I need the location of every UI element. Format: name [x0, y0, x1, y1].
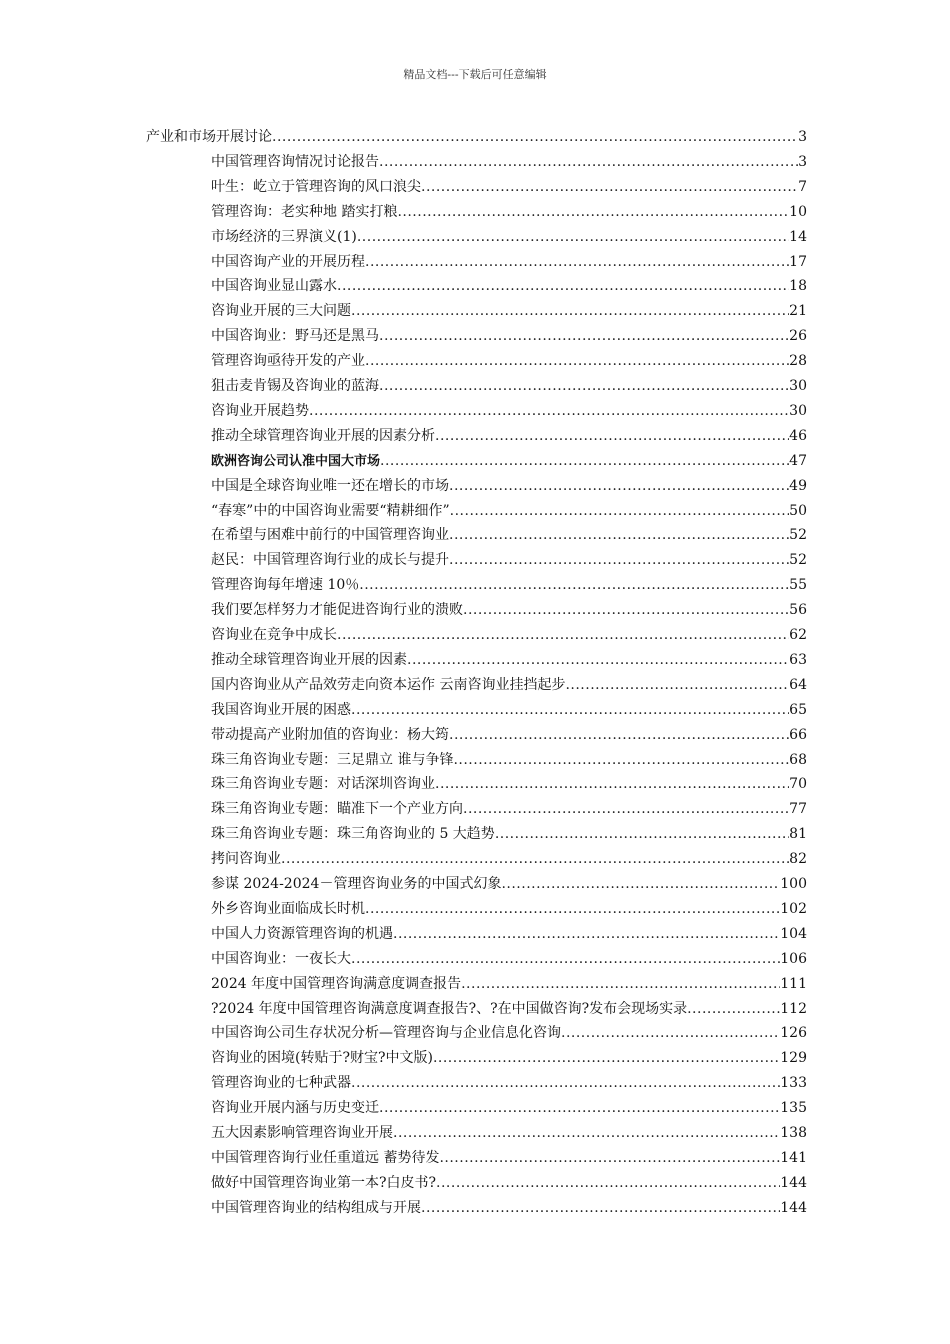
toc-dot-leader — [501, 872, 780, 897]
toc-entry-title: 我国咨询业开展的困惑 — [211, 701, 351, 718]
toc-entry[interactable] — [211, 598, 807, 623]
toc-entry-title: 管理咨询业的七种武器 — [211, 1075, 351, 1092]
toc-entry[interactable] — [211, 548, 807, 573]
toc-dot-leader — [379, 324, 789, 349]
toc-dot-leader — [357, 225, 789, 250]
toc-dot-leader — [309, 399, 789, 424]
toc-entry-title: 在希望与困难中前行的中国管理咨询业 — [211, 527, 449, 544]
toc-entry-title: 参谋 2024-2024－管理咨询业务的中国式幻象 — [211, 876, 502, 892]
toc-dot-leader — [365, 897, 780, 922]
toc-entry[interactable] — [211, 424, 807, 449]
toc-entry-page: 14 — [789, 228, 807, 245]
toc-entry-title: 市场经济的三界演义(1) — [211, 228, 357, 245]
toc-entry-page: 47 — [789, 452, 807, 469]
toc-dot-leader — [435, 424, 789, 449]
toc-dot-leader — [351, 1071, 780, 1096]
toc-entry[interactable] — [211, 997, 807, 1022]
toc-dot-leader — [379, 374, 789, 399]
toc-entry-title: 珠三角咨询业专题：珠三角咨询业的 5 大趋势 — [211, 826, 495, 843]
toc-entry-title: 带动提高产业附加值的咨询业：杨大筠 — [211, 726, 449, 743]
toc-entry-title: 咨询业开展趋势 — [211, 402, 309, 419]
toc-entry-page: 126 — [780, 1025, 807, 1042]
toc-entry-page: 66 — [789, 726, 807, 743]
toc-entry-title: 五大因素影响管理咨询业开展 — [211, 1125, 393, 1141]
toc-dot-leader — [379, 150, 798, 175]
toc-entry[interactable] — [211, 623, 807, 648]
toc-entry-page: 129 — [780, 1050, 807, 1067]
toc-entry-title: 珠三角咨询业专题：三足鼎立 谁与争锋 — [211, 751, 454, 768]
toc-dot-leader — [421, 175, 798, 200]
toc-entry-title: 珠三角咨询业专题：瞄准下一个产业方向 — [211, 801, 463, 818]
toc-entry-page: 26 — [789, 328, 807, 345]
toc-entry-page: 30 — [789, 378, 807, 394]
toc-entry-title: 咨询业开展的三大问题 — [211, 303, 351, 320]
toc-entry-page: 133 — [780, 1075, 807, 1092]
toc-entry-title: 中国管理咨询业的结构组成与开展 — [211, 1199, 421, 1216]
toc-entry[interactable] — [211, 922, 807, 947]
toc-entry-page: 141 — [780, 1149, 807, 1166]
toc-entry-title: 中国管理咨询行业任重道远 蓄势待发 — [211, 1149, 440, 1166]
toc-dot-leader — [365, 349, 789, 374]
toc-entry-page: 49 — [789, 477, 807, 494]
toc-entry-page: 52 — [789, 527, 807, 544]
toc-entry-title: 珠三角咨询业专题：对话深圳咨询业 — [211, 776, 435, 793]
toc-entry-title: 我们要怎样努力才能促进咨询行业的溃败 — [211, 602, 463, 619]
toc-entry-page: 135 — [780, 1100, 807, 1117]
toc-entry-page: 28 — [789, 353, 807, 370]
toc-entry-title: 赵民：中国管理咨询行业的成长与提升 — [211, 552, 449, 569]
toc-entry-title: 管理咨询：老实种地 踏实打粮 — [211, 203, 398, 220]
toc-entry-title: 拷问咨询业 — [211, 851, 281, 868]
toc-dot-leader — [449, 523, 789, 548]
toc-dot-leader — [351, 299, 789, 324]
toc-entry-page: 56 — [789, 602, 807, 619]
toc-entry-title: 推动全球管理咨询业开展的因素分析 — [211, 427, 435, 444]
toc-entry[interactable] — [211, 698, 807, 723]
toc-dot-leader — [450, 499, 790, 524]
toc-dot-leader — [393, 922, 780, 947]
toc-dot-leader — [561, 1021, 780, 1046]
toc-dot-leader — [449, 723, 789, 748]
toc-entry[interactable] — [211, 1171, 807, 1196]
toc-entry-title: 做好中国管理咨询业第一本?白皮书? — [211, 1174, 437, 1191]
toc-entry-title: 中国管理咨询情况讨论报告 — [211, 153, 379, 170]
toc-entry[interactable] — [211, 673, 807, 698]
toc-entry[interactable] — [211, 399, 807, 424]
toc-entry-title: ?2024 年度中国管理咨询满意度调查报告?、?在中国做咨询?发布会现场实录 — [211, 1000, 688, 1017]
toc-entry-page: 55 — [789, 577, 807, 594]
toc-entry[interactable] — [211, 1021, 807, 1046]
toc-entry-title: 中国咨询公司生存状况分析—管理咨询与企业信息化咨询 — [211, 1025, 561, 1042]
toc-dot-leader — [407, 648, 789, 673]
toc-entry-title: 咨询业在竞争中成长 — [211, 627, 337, 643]
toc-entry-title: 中国咨询业：野马还是黑马 — [211, 328, 379, 345]
toc-dot-leader — [449, 548, 789, 573]
toc-dot-leader — [359, 573, 789, 598]
toc-entry-title: 欧洲咨询公司认准中国大市场 — [211, 453, 381, 469]
toc-entry[interactable] — [211, 324, 807, 349]
toc-entry[interactable] — [211, 299, 807, 324]
toc-entry[interactable] — [211, 1146, 807, 1171]
toc-entry-page: 7 — [798, 178, 807, 195]
toc-entry-page: 63 — [789, 651, 807, 668]
toc-entry[interactable] — [211, 1121, 807, 1146]
toc-dot-leader — [436, 1171, 780, 1196]
toc-entry-page: 21 — [789, 303, 807, 320]
toc-dot-leader — [337, 623, 789, 648]
toc-entry-page: 10 — [789, 203, 807, 220]
toc-entry[interactable] — [211, 499, 807, 524]
toc-entry[interactable] — [211, 872, 807, 897]
toc-entry[interactable] — [211, 947, 807, 972]
toc-dot-leader — [380, 449, 789, 474]
toc-entry-title: 叶生：屹立于管理咨询的风口浪尖 — [211, 178, 421, 195]
toc-entry[interactable] — [211, 349, 807, 374]
toc-dot-leader — [461, 972, 780, 997]
toc-entry[interactable] — [211, 822, 807, 847]
toc-entry-title: 中国咨询产业的开展历程 — [211, 253, 365, 270]
toc-dot-leader — [281, 847, 789, 872]
toc-entry-title: 中国是全球咨询业唯一还在增长的市场 — [211, 477, 449, 494]
toc-entry-page: 30 — [789, 402, 807, 419]
toc-entry-page: 81 — [789, 826, 807, 843]
toc-entry-title: 推动全球管理咨询业开展的因素 — [211, 651, 407, 668]
toc-entry-page: 62 — [789, 627, 807, 643]
toc-entry[interactable] — [211, 1196, 807, 1221]
toc-entry[interactable] — [211, 474, 807, 499]
toc-entry-page: 3 — [798, 129, 807, 145]
toc-entry-page: 18 — [789, 278, 807, 295]
toc-entry-page: 102 — [780, 900, 807, 917]
toc-entry[interactable] — [211, 723, 807, 748]
toc-dot-leader — [393, 1121, 780, 1146]
toc-entry[interactable] — [211, 972, 807, 997]
toc-entry-page: 77 — [789, 801, 807, 818]
toc-entry-page: 70 — [789, 776, 807, 793]
toc-entry-page: 144 — [780, 1174, 807, 1191]
toc-dot-leader — [365, 250, 789, 275]
toc-entry-page: 65 — [789, 701, 807, 718]
toc-dot-leader — [351, 947, 780, 972]
toc-dot-leader — [337, 274, 789, 299]
toc-dot-leader — [449, 474, 789, 499]
toc-dot-leader — [435, 772, 789, 797]
toc-entry-page: 64 — [789, 676, 807, 693]
toc-entry-title: 外乡咨询业面临成长时机 — [211, 900, 365, 917]
toc-entry[interactable] — [211, 449, 807, 474]
toc-dot-leader — [565, 673, 789, 698]
toc-dot-leader — [397, 200, 789, 225]
toc-entry-page: 100 — [780, 876, 807, 892]
toc-dot-leader — [463, 598, 789, 623]
toc-entry-title: “春寒”中的中国咨询业需要“精耕细作” — [211, 502, 450, 519]
toc-entry[interactable] — [211, 648, 807, 673]
toc-entry[interactable] — [211, 797, 807, 822]
toc-entry[interactable] — [211, 200, 807, 225]
toc-entry-title: 中国咨询业显山露水 — [211, 278, 337, 295]
toc-entry-title: 国内咨询业从产品效劳走向资本运作 云南咨询业挂挡起步 — [211, 676, 566, 693]
toc-entry[interactable] — [211, 772, 807, 797]
toc-entry-page: 50 — [789, 502, 807, 519]
toc-entry[interactable] — [211, 274, 807, 299]
toc-entry-title: 中国咨询业：一夜长大 — [211, 950, 351, 967]
toc-entry-page: 111 — [780, 975, 807, 992]
toc-entry[interactable] — [211, 225, 807, 250]
toc-entry[interactable] — [211, 1046, 807, 1071]
toc-entry-page: 138 — [780, 1125, 807, 1141]
toc-dot-leader — [351, 698, 789, 723]
toc-entry[interactable] — [211, 573, 807, 598]
toc-entry-title: 咨询业的困境(转贴于?财宝?中文版) — [211, 1050, 433, 1067]
toc-entry-page: 3 — [798, 153, 807, 170]
toc-dot-leader — [379, 1096, 780, 1121]
toc-entry-page: 112 — [780, 1000, 807, 1017]
toc-dot-leader — [433, 1046, 780, 1071]
toc-entry[interactable] — [211, 523, 807, 548]
toc-entry-page: 17 — [789, 253, 807, 270]
toc-entry-page: 52 — [789, 552, 807, 569]
toc-entry[interactable] — [211, 748, 807, 773]
toc-entry-title: 产业和市场开展讨论 — [146, 129, 272, 145]
toc-entry[interactable] — [211, 374, 807, 399]
toc-entry[interactable] — [211, 897, 807, 922]
toc-entry[interactable] — [146, 125, 807, 150]
toc-entry-page: 104 — [780, 925, 807, 942]
toc-entry-title: 狙击麦肯锡及咨询业的蓝海 — [211, 378, 379, 394]
toc-entry-title: 中国人力资源管理咨询的机遇 — [211, 925, 393, 942]
toc-entry[interactable] — [211, 1071, 807, 1096]
toc-entry-page: 68 — [789, 751, 807, 768]
toc-dot-leader — [439, 1146, 780, 1171]
toc-entry-page: 144 — [780, 1199, 807, 1216]
toc-entry[interactable] — [211, 1096, 807, 1121]
toc-dot-leader — [495, 822, 789, 847]
toc-entry-page: 106 — [780, 950, 807, 967]
toc-dot-leader — [687, 997, 780, 1022]
toc-entry[interactable] — [211, 250, 807, 275]
toc-entry-title: 咨询业开展内涵与历史变迁 — [211, 1100, 379, 1117]
toc-entry-title: 管理咨询亟待开发的产业 — [211, 353, 365, 370]
toc-entry-page: 82 — [789, 851, 807, 868]
toc-dot-leader — [421, 1196, 780, 1221]
toc-entry-page: 46 — [789, 427, 807, 444]
toc-dot-leader — [272, 125, 798, 150]
toc-entry-title: 管理咨询每年增速 10％ — [211, 577, 360, 594]
page-header: 精品文档---下载后可任意编辑 — [403, 68, 547, 81]
toc-entry[interactable] — [211, 150, 807, 175]
toc-dot-leader — [463, 797, 789, 822]
toc-entry-title: 2024 年度中国管理咨询满意度调查报告 — [211, 975, 462, 992]
toc-entry[interactable] — [211, 175, 807, 200]
toc-entry[interactable] — [211, 847, 807, 872]
toc-dot-leader — [453, 748, 789, 773]
